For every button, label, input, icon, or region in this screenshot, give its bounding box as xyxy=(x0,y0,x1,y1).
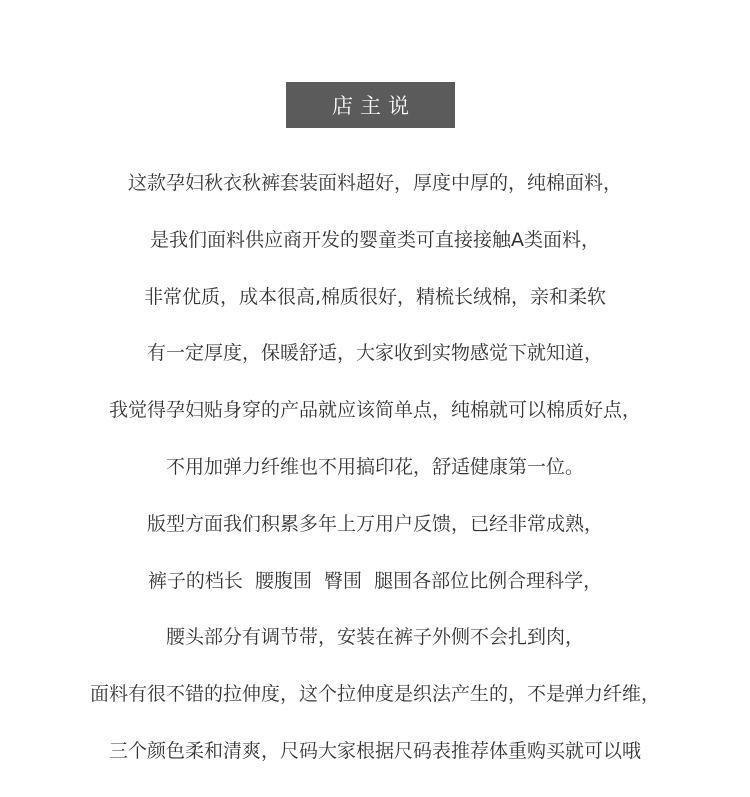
description-line: 这款孕妇秋衣秋裤套装面料超好，厚度中厚的，纯棉面料， xyxy=(127,172,622,194)
description-line: 版型方面我们积累多年上万用户反馈，已经非常成熟， xyxy=(146,512,603,535)
description-line: 不用加弹力纤维也不用搞印花，舒适健康第一位。 xyxy=(165,455,584,478)
description-text-block xyxy=(0,160,750,785)
description-line: 腰头部分有调节带，安装在裤子外侧不会扎到肉， xyxy=(165,626,584,649)
description-line: 三个颜色柔和清爽，尺码大家根据尺码表推荐体重购买就可以哦 xyxy=(108,739,641,762)
description-line: 有一定厚度，保暖舒适，大家收到实物感觉下就知道， xyxy=(146,342,603,365)
banner-title: 店主说 xyxy=(332,94,416,118)
description-line: 我觉得孕妇贴身穿的产品就应该简单点，纯棉就可以棉质好点， xyxy=(108,399,641,422)
description-line: 是我们面料供应商开发的婴童类可直接接触A类面料， xyxy=(150,228,600,251)
description-line: 非常优质，成本很高,棉质很好，精梳长绒棉，亲和柔软 xyxy=(143,285,607,308)
description-line: 面料有很不错的拉伸度，这个拉伸度是织法产生的，不是弹力纤维， xyxy=(89,683,660,706)
shop-owner-says-banner xyxy=(286,82,455,128)
description-line: 裤子的档长 腰腹围 臀围 腿围各部位比例合理科学， xyxy=(147,569,603,592)
